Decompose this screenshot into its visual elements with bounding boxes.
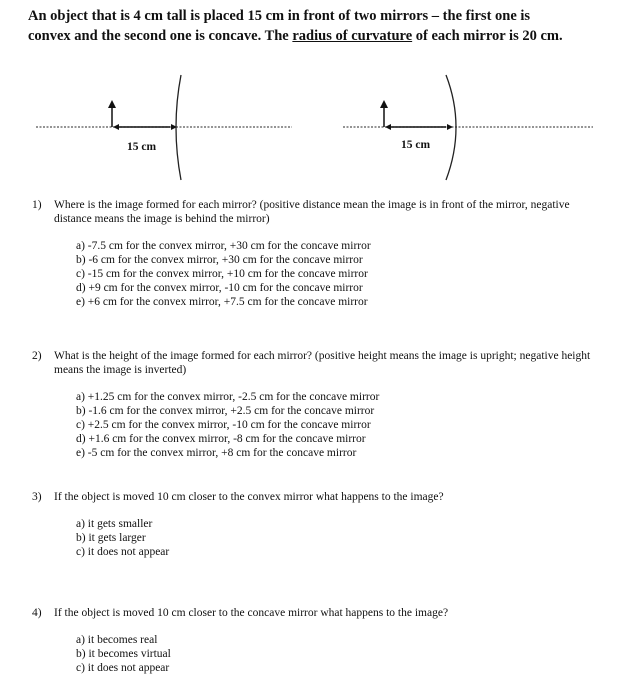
answer-option[interactable]: c) -15 cm for the convex mirror, +10 cm for the concave mirror — [76, 268, 368, 280]
statement-text-1: An object that is 4 cm tall is placed 15 cm in front of two mirrors – the first one is convex and the second one is concave. The — [28, 8, 531, 44]
question-number: 1) — [32, 199, 42, 211]
mirror-diagram — [0, 68, 629, 188]
concave-distance-label: 15 cm — [401, 139, 431, 151]
question-3 — [32, 490, 602, 559]
answer-option[interactable]: d) +9 cm for the convex mirror, -10 cm for the concave mirror — [76, 282, 363, 294]
answer-option[interactable]: c) it does not appear — [76, 662, 170, 674]
convex-distance-label: 15 cm — [127, 141, 157, 153]
answer-option[interactable]: b) it gets larger — [76, 532, 146, 544]
answer-option[interactable]: e) -5 cm for the convex mirror, +8 cm for the concave mirror — [76, 447, 357, 459]
concave-object-arrow-head — [380, 100, 388, 108]
answer-option[interactable]: a) it gets smaller — [76, 518, 153, 530]
answer-option[interactable]: b) -6 cm for the convex mirror, +30 cm for the concave mirror — [76, 254, 363, 266]
question-text: Where is the image formed for each mirror? (positive distance mean the image is in front of the mirror, negative distance means the image is behind the mirror) — [54, 199, 570, 225]
answer-option[interactable]: c) it does not appear — [76, 546, 170, 558]
answer-option[interactable]: b) -1.6 cm for the convex mirror, +2.5 cm for the concave mirror — [76, 405, 375, 417]
question-number: 4) — [32, 607, 42, 619]
question-number: 3) — [32, 491, 42, 503]
answer-option[interactable]: c) +2.5 cm for the convex mirror, -10 cm for the concave mirror — [76, 419, 371, 431]
question-number: 2) — [32, 350, 42, 362]
question-4 — [32, 606, 602, 675]
convex-distance-arrowhead-left — [113, 124, 119, 130]
answer-option[interactable]: b) it becomes virtual — [76, 648, 171, 660]
question-1 — [32, 198, 602, 309]
answer-option[interactable]: d) +1.6 cm for the convex mirror, -8 cm for the concave mirror — [76, 433, 366, 445]
convex-object-arrow-head — [108, 100, 116, 108]
question-text: What is the height of the image formed for each mirror? (positive height means the image is upright; negative height means the image is inverted) — [54, 350, 591, 376]
statement-text-2: of each mirror is 20 cm. — [412, 28, 563, 44]
question-text: If the object is moved 10 cm closer to the convex mirror what happens to the image? — [54, 491, 444, 503]
question-text: If the object is moved 10 cm closer to the concave mirror what happens to the image? — [54, 607, 449, 619]
problem-statement — [28, 6, 568, 46]
concave-distance-arrowhead-right — [447, 124, 453, 130]
radius-of-curvature-link[interactable]: radius of curvature — [292, 28, 413, 44]
answer-option[interactable]: a) -7.5 cm for the convex mirror, +30 cm for the concave mirror — [76, 240, 371, 252]
answer-option[interactable]: e) +6 cm for the convex mirror, +7.5 cm for the concave mirror — [76, 296, 368, 308]
answer-option[interactable]: a) it becomes real — [76, 634, 158, 646]
answer-option[interactable]: a) +1.25 cm for the convex mirror, -2.5 cm for the concave mirror — [76, 391, 380, 403]
concave-distance-arrowhead-left — [385, 124, 391, 130]
question-2 — [32, 349, 602, 460]
